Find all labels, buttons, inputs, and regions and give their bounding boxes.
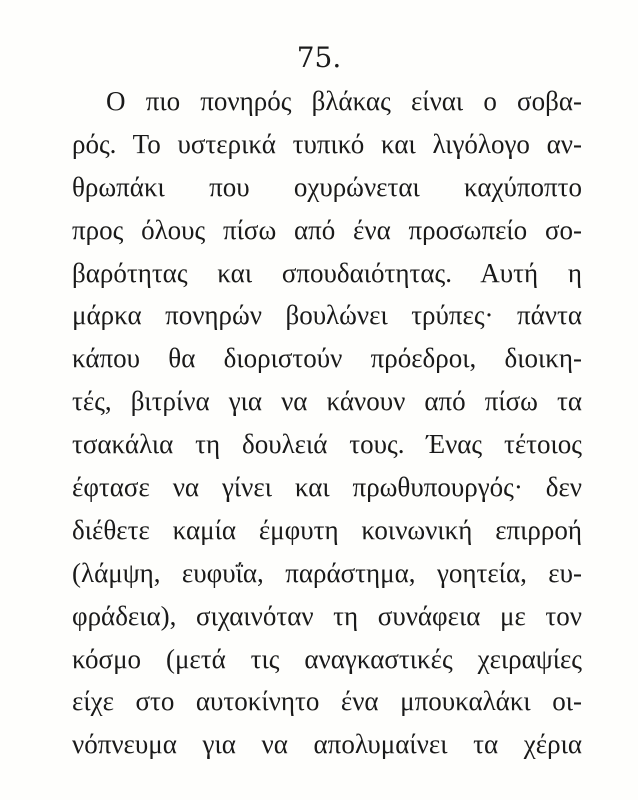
text-line: τσακάλια τη δουλειά τους. Ένας τέτοιος (72, 429, 582, 460)
text-line: Ο πιο πονηρός βλάκας είναι ο σοβα- (106, 86, 582, 116)
page-number: 75. (296, 41, 342, 74)
text-line: βαρότητας και σπουδαιότητας. Αυτή η (72, 257, 582, 288)
text-line: μάρκα πονηρών βουλώνει τρύπες· πάντα (72, 300, 582, 331)
text-line: είχε στο αυτοκίνητο ένα μπουκαλάκι οι- (72, 686, 582, 717)
text-line: θρωπάκι που οχυρώνεται καχύποπτο (72, 171, 582, 202)
text-line: ρός. Το υστερικά τυπικό και λιγόλογο αν- (72, 128, 582, 159)
text-line: φράδεια), σιχαινόταν τη συνάφεια με τον (72, 600, 582, 631)
text-line: τές, βιτρίνα για να κάνουν από πίσω τα (72, 386, 582, 417)
text-line: κάπου θα διοριστούν πρόεδροι, διοικη- (72, 343, 582, 374)
text-line: προς όλους πίσω από ένα προσωπείο σο- (72, 214, 582, 245)
body-text (72, 80, 582, 766)
text-line: διέθετε καμία έμφυτη κοινωνική επιρροή (72, 514, 582, 545)
text-line: νόπνευμα για να απολυμαίνει τα χέρια (72, 729, 582, 760)
text-line: (λάμψη, ευφυΐα, παράστημα, γοητεία, ευ- (72, 557, 582, 588)
text-line: κόσμο (μετά τις αναγκαστικές χειραψίες (72, 643, 582, 674)
text-line: έφτασε να γίνει και πρωθυπουργός· δεν (72, 472, 582, 503)
